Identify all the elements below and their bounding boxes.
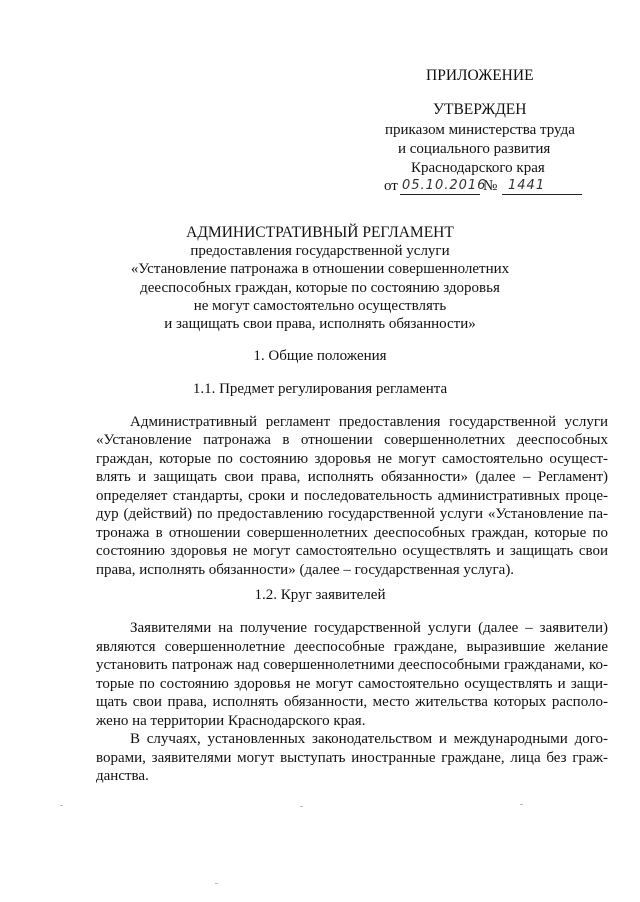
scan-speck — [520, 804, 523, 805]
title-line-2: «Установление патронажа в отношении совершеннолетних — [130, 261, 510, 277]
section-1-1-heading: 1.1. Предмет регулирования регламента — [192, 381, 448, 397]
scan-speck — [215, 883, 218, 884]
order-line-1: приказом министерства труда — [385, 122, 575, 138]
date-underline — [400, 194, 480, 195]
date-handwritten: 05.10.2016 — [402, 178, 487, 193]
number-prefix: № — [483, 178, 498, 194]
para-2-line-4: торые по состоянию здоровья не могут самостоятельно осуществлять и защи- — [96, 676, 608, 692]
title-line-5: и защищать свои права, исполнять обязанности» — [164, 316, 476, 332]
para-1-line-1: Административный регламент предоставления государственной услуги — [130, 414, 608, 430]
scan-speck — [300, 806, 303, 807]
title-line-4: не могут самостоятельно осуществлять — [193, 298, 447, 314]
para-3-line-2: ворами, заявителями могут выступать иностранные граждане, лица без граж- — [96, 750, 608, 766]
para-2-line-1: Заявителями на получение государственной услуги (далее – заявители) — [130, 620, 608, 636]
number-underline — [502, 194, 582, 195]
appendix-label: ПРИЛОЖЕНИЕ — [426, 67, 534, 84]
order-line-2: и социального развития — [398, 141, 551, 157]
para-2-line-5: щать свои права, исполнять обязанности, место жительства которых располо- — [96, 694, 608, 710]
para-3-line-1: В случаях, установленных законодательством и международными дого- — [130, 731, 608, 747]
para-1-line-4: влять и защищать свои права, исполнять обязанности» (далее – Регламент) — [96, 469, 608, 485]
para-3-line-3: данства. — [96, 768, 149, 784]
para-2-line-3: установить патронаж над совершеннолетними дееспособными гражданами, ко- — [96, 657, 608, 673]
document-title: АДМИНИСТРАТИВНЫЙ РЕГЛАМЕНТ — [186, 224, 454, 241]
para-2-line-2: являются совершеннолетние дееспособные граждане, выразившие желание — [96, 639, 608, 655]
para-1-line-6: дур (действий) по предоставлению государственной услуги «Установление па- — [96, 506, 608, 522]
title-line-1: предоставления государственной услуги — [190, 243, 450, 259]
section-1-2-heading: 1.2. Круг заявителей — [254, 587, 386, 603]
para-1-line-2: «Установление патронажа в отношении совершеннолетних дееспособных — [96, 432, 608, 448]
date-prefix: от — [384, 178, 398, 194]
para-1-line-8: состоянию здоровья не могут самостоятельно осуществлять и защищать свои — [96, 543, 608, 559]
title-line-3: дееспособных граждан, которые по состоянию здоровья — [140, 280, 500, 296]
order-line-3: Краснодарского края — [411, 160, 545, 176]
number-handwritten: 1441 — [508, 178, 546, 193]
para-1-line-3: граждан, которые по состоянию здоровья не могут самостоятельно осущест- — [96, 451, 608, 467]
scan-speck — [60, 805, 63, 806]
section-1-heading: 1. Общие положения — [253, 348, 387, 364]
para-2-line-6: жено на территории Краснодарского края. — [96, 713, 366, 729]
para-1-line-7: тронажа в отношении совершеннолетних дееспособных граждан, которые по — [96, 525, 608, 541]
para-1-line-9: права, исполнять обязанности» (далее – государственная услуга). — [96, 562, 515, 578]
para-1-line-5: определяет стандарты, сроки и последовательность административных проце- — [96, 488, 608, 504]
approved-label: УТВЕРЖДЕН — [433, 101, 527, 118]
